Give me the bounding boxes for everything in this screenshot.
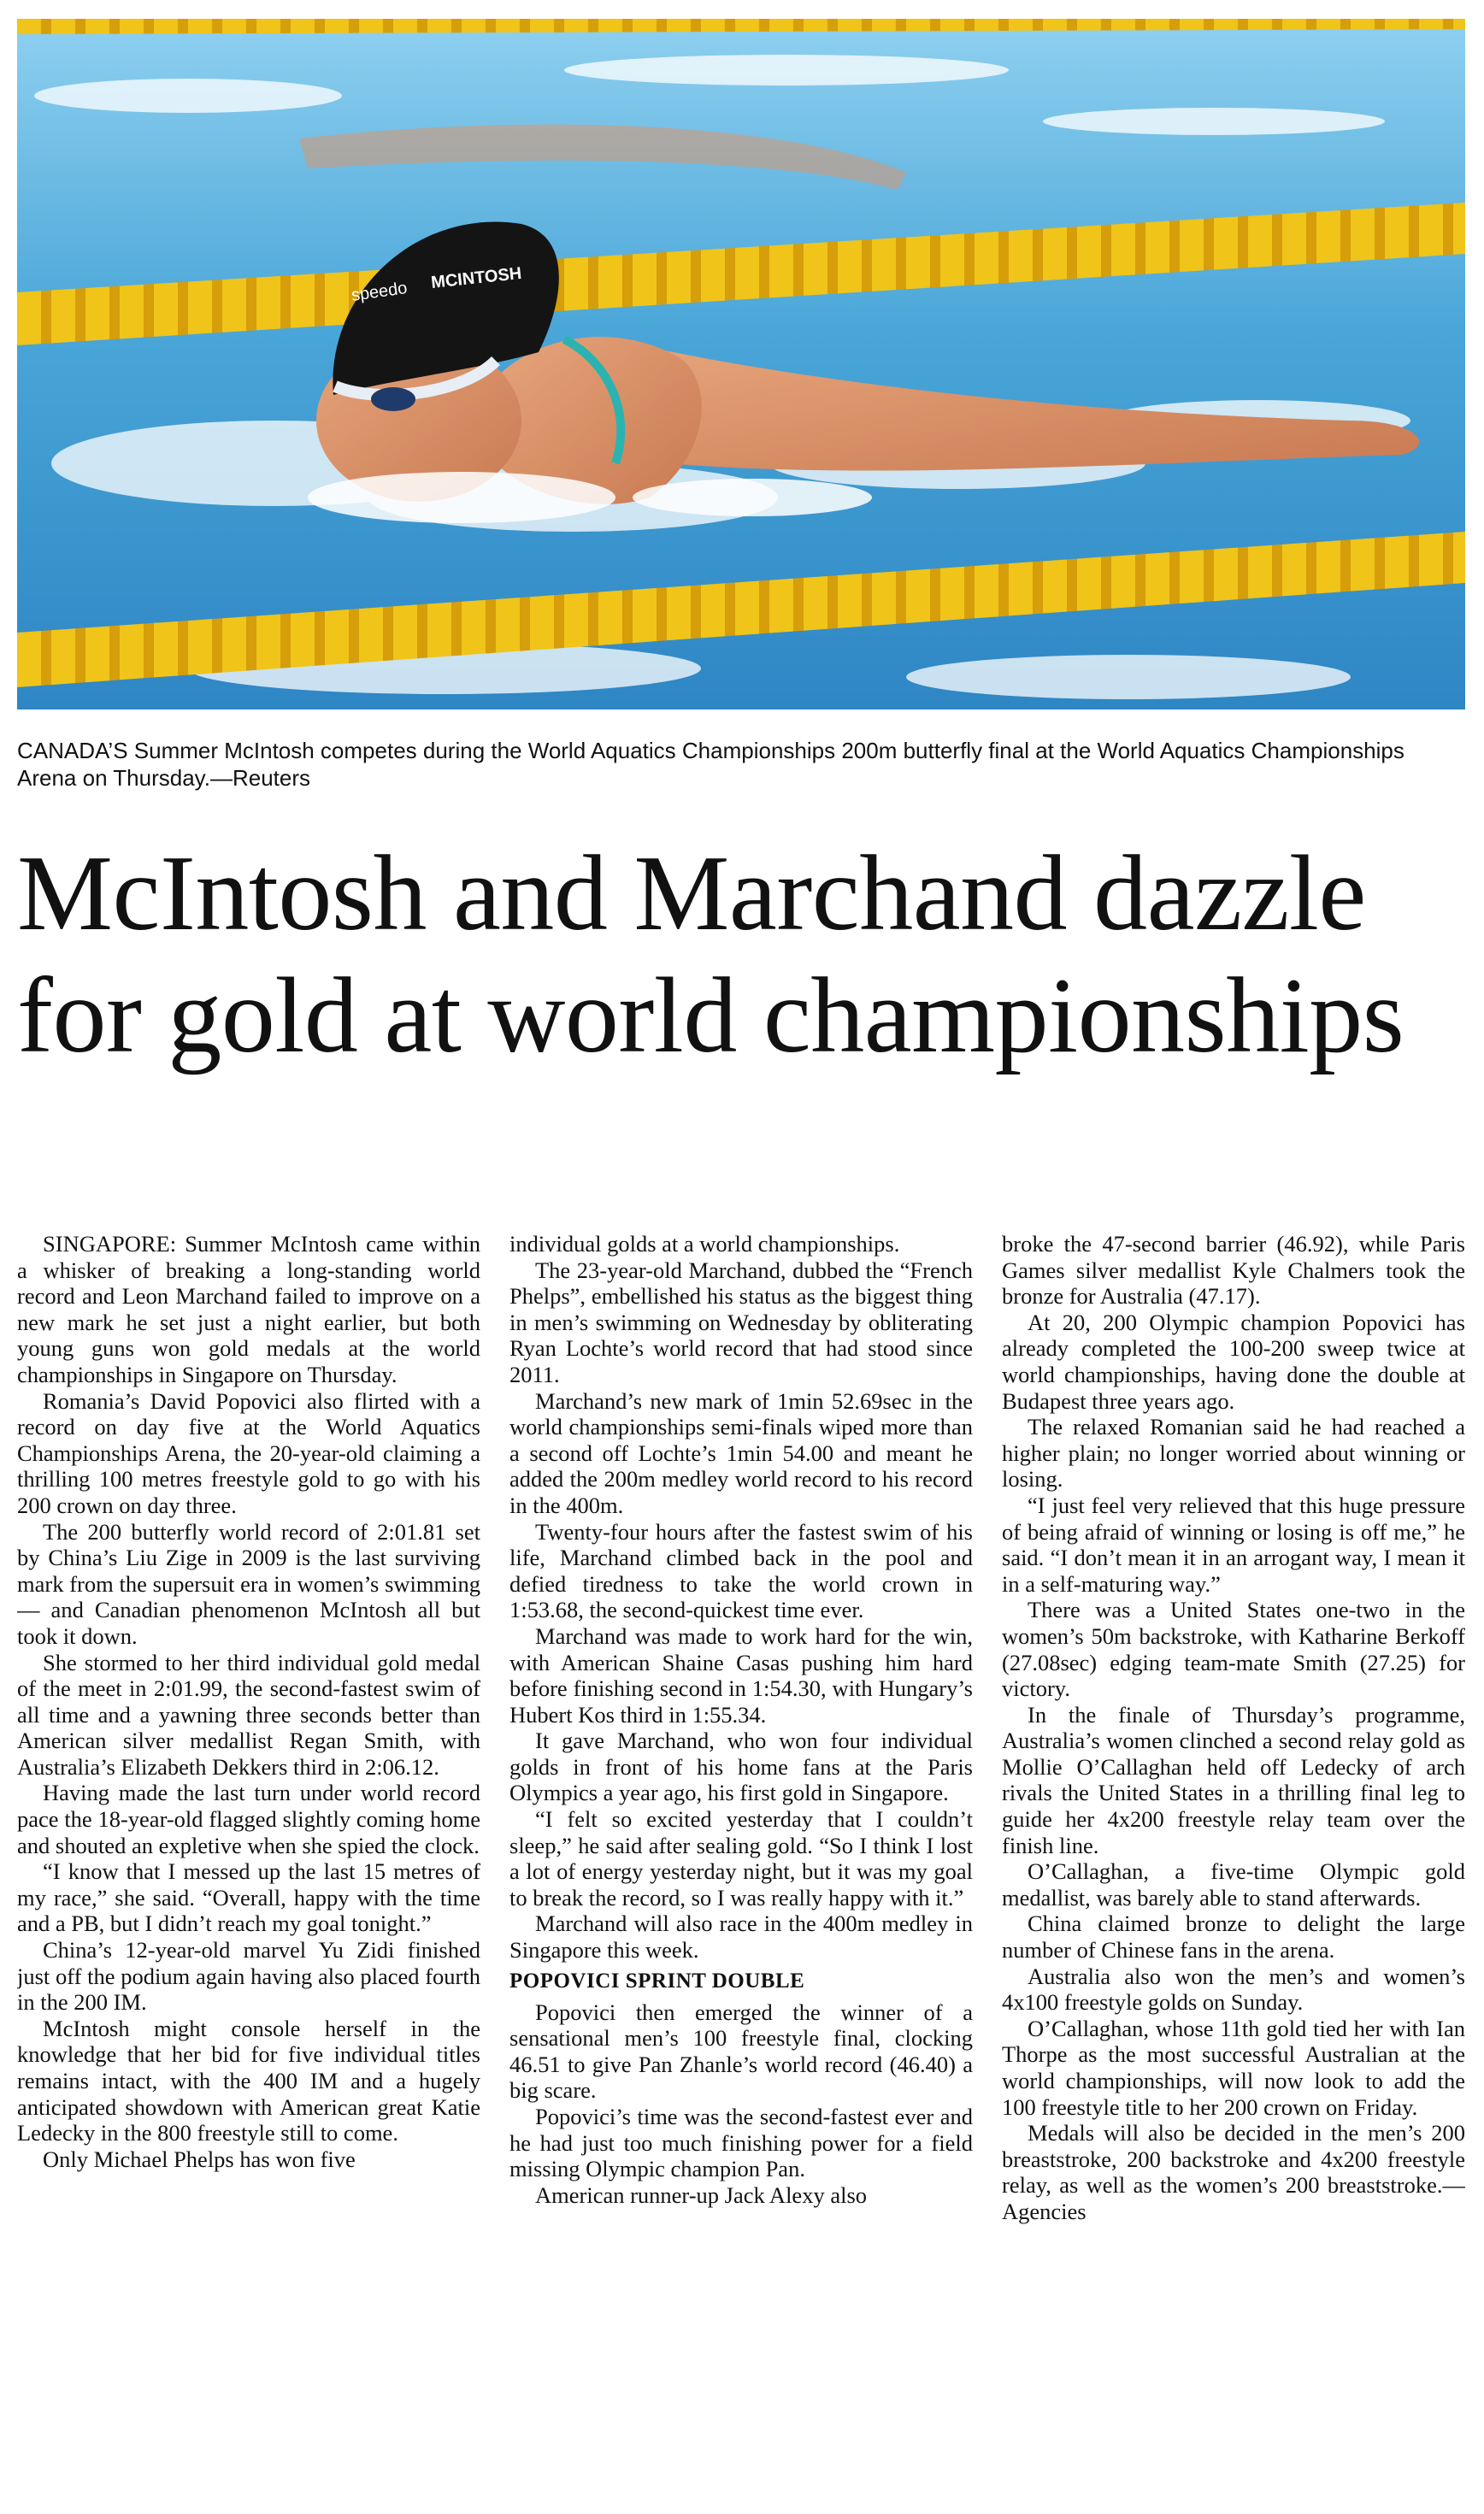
article-column-1: [17, 1231, 480, 2505]
paragraph: Romania’s David Popovici also flirted with a record on day five at the World Aquatics Championships Arena, the 20-year-old claiming a thrilling 100 metres freestyle gold to go with his 200 crown on day three.: [17, 1387, 480, 1518]
paragraph: “I know that I messed up the last 15 metres of my race,” she said. “Overall, happy with the time and a PB, but I didn’t reach my goal tonight.”: [17, 1858, 480, 1937]
paragraph: SINGAPORE: Summer McIntosh came within a whisker of breaking a long-standing world record and Leon Marchand failed to improve on a new mark he set just a night earlier, but both young guns won gold medals at the world championships in Singapore on Thursday.: [17, 1231, 480, 1387]
paragraph: Medals will also be decided in the men’s 200 breaststroke, 200 backstroke and 4x200 freestyle relay, as well as the women’s 200 breaststroke.—Agencies: [1002, 2120, 1465, 2224]
article-column-2: [509, 1231, 973, 2505]
paragraph: O’Callaghan, a five-time Olympic gold medallist, was barely able to stand afterwards.: [1002, 1858, 1465, 1911]
paragraph: Marchand’s new mark of 1min 52.69sec in the world championships semi-finals wiped more than a second off Lochte’s 1min 54.00 and meant he added the 200m medley world record to his record in the 400m.: [509, 1387, 973, 1518]
paragraph: O’Callaghan, whose 11th gold tied her with Ian Thorpe as the most successful Australian at the world championships, will now look to add the 100 freestyle title to her 200 crown on Friday.: [1002, 2015, 1465, 2120]
paragraph: China claimed bronze to delight the large number of Chinese fans in the arena.: [1002, 1911, 1465, 1964]
article-column-3: [1002, 1231, 1465, 2505]
paragraph: Popovici’s time was the second-fastest ever and he had just too much finishing power for a field missing Olympic champion Pan.: [509, 2104, 973, 2182]
paragraph: Having made the last turn under world record pace the 18-year-old flagged slightly coming home and shouted an expletive when she spied the clock.: [17, 1780, 480, 1858]
cap-brand-text: speedo: [350, 279, 409, 305]
headline: McIntosh and Marchand dazzle for gold at world championships: [17, 834, 1404, 1075]
paragraph: China’s 12-year-old marvel Yu Zidi finished just off the podium again having also placed fourth in the 200 IM.: [17, 1937, 480, 2016]
swimmer-photo-illustration: [17, 19, 1465, 709]
paragraph: The relaxed Romanian said he had reached a higher plain; no longer worried about winning or losing.: [1002, 1414, 1465, 1493]
paragraph: The 200 butterfly world record of 2:01.81 set by China’s Liu Zige in 2009 is the last surviving mark from the supersuit era in women’s swimming — and Canadian phenomenon McIntosh all but took it down.: [17, 1518, 480, 1649]
paragraph: The 23-year-old Marchand, dubbed the “French Phelps”, embellished his status as the biggest thing in men’s swimming on Wednesday by obliterating Ryan Lochte’s world record that had stood since 2011.: [509, 1257, 973, 1387]
photo-caption: CANADA’S Summer McIntosh competes during the World Aquatics Championships 200m butterfly final at the World Aquatics Championships Arena on Thursday.—Reuters: [17, 738, 1404, 791]
article-body: [17, 1231, 1465, 2505]
paragraph: Australia also won the men’s and women’s 4x100 freestyle golds on Sunday.: [1002, 1963, 1465, 2016]
paragraph: American runner-up Jack Alexy also: [535, 2181, 868, 2208]
paragraph: individual golds at a world championships.: [509, 1231, 900, 1257]
paragraph: Popovici then emerged the winner of a sensational men’s 100 freestyle final, clocking 46.51 to give Pan Zhanle’s world record (46.40) a big scare.: [509, 1999, 973, 2104]
swimmer-photo: [17, 19, 1465, 709]
paragraph: “I just feel very relieved that this huge pressure of being afraid of winning or losing is off me,” he said. “I don’t mean it in an arrogant way, I mean it in a self-maturing way.”: [1002, 1492, 1465, 1597]
paragraph: She stormed to her third individual gold medal of the meet in 2:01.99, the second-fastest swim of all time and a yawning three seconds better than American silver medallist Regan Smith, with Australia’s Elizabeth Dekkers third in 2:06.12.: [17, 1649, 480, 1780]
paragraph: There was a United States one-two in the women’s 50m backstroke, with Katharine Berkoff (27.08sec) edging team-mate Smith (27.25) for victory.: [1002, 1597, 1465, 1702]
paragraph: In the finale of Thursday’s programme, Australia’s women clinched a second relay gold as Mollie O’Callaghan held off Ledecky of arch rivals the United States in a thrilling final leg to guide her 4x200 freestyle relay team over the finish line.: [1002, 1701, 1465, 1858]
paragraph: McIntosh might console herself in the knowledge that her bid for five individual titles remains intact, with the 400 IM and a hugely anticipated showdown with American great Katie Ledecky in the 800 freestyle still to come.: [17, 2015, 480, 2146]
paragraph: At 20, 200 Olympic champion Popovici has already completed the 100-200 sweep twice at world championships, having done the double at Budapest three years ago.: [1002, 1309, 1465, 1414]
paragraph: Marchand was made to work hard for the win, with American Shaine Casas pushing him hard before finishing second in 1:54.30, with Hungary’s Hubert Kos third in 1:55.34.: [509, 1622, 973, 1728]
cap-name-text: MCINTOSH: [430, 263, 523, 292]
paragraph: “I felt so excited yesterday that I couldn’t sleep,” he said after sealing gold. “So I think I lost a lot of energy yesterday night, but it was my goal to break the record, so I was really happy with it.”: [509, 1806, 973, 1911]
paragraph: It gave Marchand, who won four individual golds in front of his home fans at the Paris Olympics a year ago, his first gold in Singapore.: [509, 1728, 973, 1806]
subheading: POPOVICI SPRINT DOUBLE: [509, 1969, 805, 1993]
paragraph: Twenty-four hours after the fastest swim of his life, Marchand climbed back in the pool and defied tiredness to take the world crown in 1:53.68, the second-quickest time ever.: [509, 1518, 973, 1623]
paragraph: broke the 47-second barrier (46.92), while Paris Games silver medallist Kyle Chalmers took the bronze for Australia (47.17).: [1002, 1231, 1465, 1310]
paragraph: Marchand will also race in the 400m medley in Singapore this week.: [509, 1911, 973, 1964]
paragraph: Only Michael Phelps has won five: [43, 2146, 356, 2172]
